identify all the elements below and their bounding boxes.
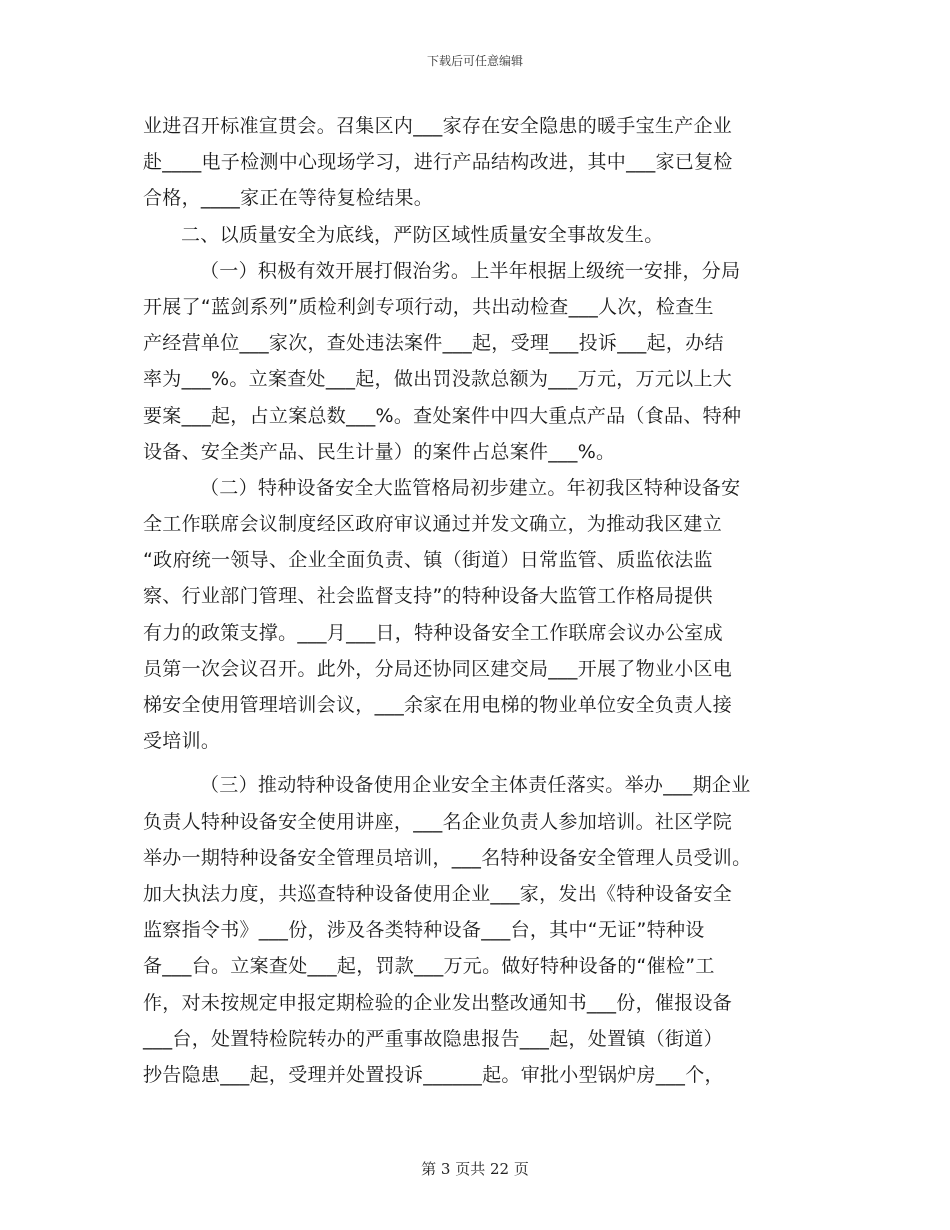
text-line: 要案___起，占立案总数___%。查处案件中四大重点产品（食品、特种 — [143, 404, 742, 427]
text-line: 察、行业部门管理、社会监督支持”的特种设备大监管工作格局提供 — [143, 585, 713, 608]
text-line: 率为___%。立案查处___起，做出罚没款总额为___万元，万元以上大 — [143, 368, 733, 391]
text-line: 赴____电子检测中心现场学习，进行产品结构改进，其中___家已复检 — [143, 151, 733, 174]
document-body — [143, 108, 815, 1093]
text-line: 监察指令书》___份，涉及各类特种设备___台，其中“无证”特种设 — [143, 919, 705, 942]
text-line: 作，对未按规定申报定期检验的企业发出整改通知书___份，催报设备 — [143, 991, 733, 1014]
page-number: 第 3 页共 22 页 — [421, 1160, 529, 1178]
page-header: 下载后可任意编辑 — [426, 54, 523, 68]
section-heading: 二、以质量安全为底线，严防区域性质量安全事故发生。 — [181, 223, 664, 246]
text-line: 全工作联席会议制度经区政府审议通过并发文确立，为推动我区建立 — [143, 513, 723, 536]
text-line: ___台，处置特检院转办的严重事故隐患报告___起，处置镇（街道） — [143, 1027, 723, 1050]
text-line: 产经营单位___家次，查处违法案件___起，受理___投诉___起，办结 — [143, 332, 724, 355]
text-line: 负责人特种设备安全使用讲座，___名企业负责人参加培训。社区学院 — [143, 810, 733, 833]
text-line: 设备、安全类产品、民生计量）的案件占总案件___%。 — [143, 440, 616, 463]
text-line: 开展了“蓝剑系列”质检利剑专项行动，共出动检查___人次，检查生 — [143, 295, 714, 318]
text-line: 梯安全使用管理培训会议，___余家在用电梯的物业单位安全负责人接 — [143, 694, 733, 716]
text-line: （二）特种设备安全大监管格局初步建立。年初我区特种设备安 — [200, 476, 741, 499]
text-line: 员第一次会议召开。此外，分局还协同区建交局___开展了物业小区电 — [143, 657, 733, 680]
text-line: 举办一期特种设备安全管理员培训，___名特种设备安全管理人员受训。 — [143, 846, 752, 869]
text-line: “政府统一领导、企业全面负责、镇（街道）日常监管、质监依法监 — [143, 549, 713, 572]
text-line: 业进召开标准宣贯会。召集区内___家存在安全隐患的暖手宝生产企业 — [143, 115, 733, 137]
text-line: （三）推动特种设备使用企业安全主体责任落实。举办___期企业 — [200, 774, 751, 797]
text-line: 加大执法力度，共巡查特种设备使用企业___家，发出《特种设备安全 — [143, 882, 733, 905]
text-line: （一）积极有效开展打假治劣。上半年根据上级统一安排，分局 — [200, 259, 741, 282]
text-line: 抄告隐患___起，受理并处置投诉______起。审批小型锅炉房___个， — [143, 1063, 724, 1086]
text-line: 受培训。 — [143, 730, 221, 753]
text-line: 有力的政策支撑。___月___日，特种设备安全工作联席会议办公室成 — [143, 621, 723, 644]
text-line: 合格，____家正在等待复检结果。 — [143, 187, 434, 210]
text-line: 备___台。立案查处___起，罚款___万元。做好特种设备的“催检”工 — [143, 955, 715, 978]
